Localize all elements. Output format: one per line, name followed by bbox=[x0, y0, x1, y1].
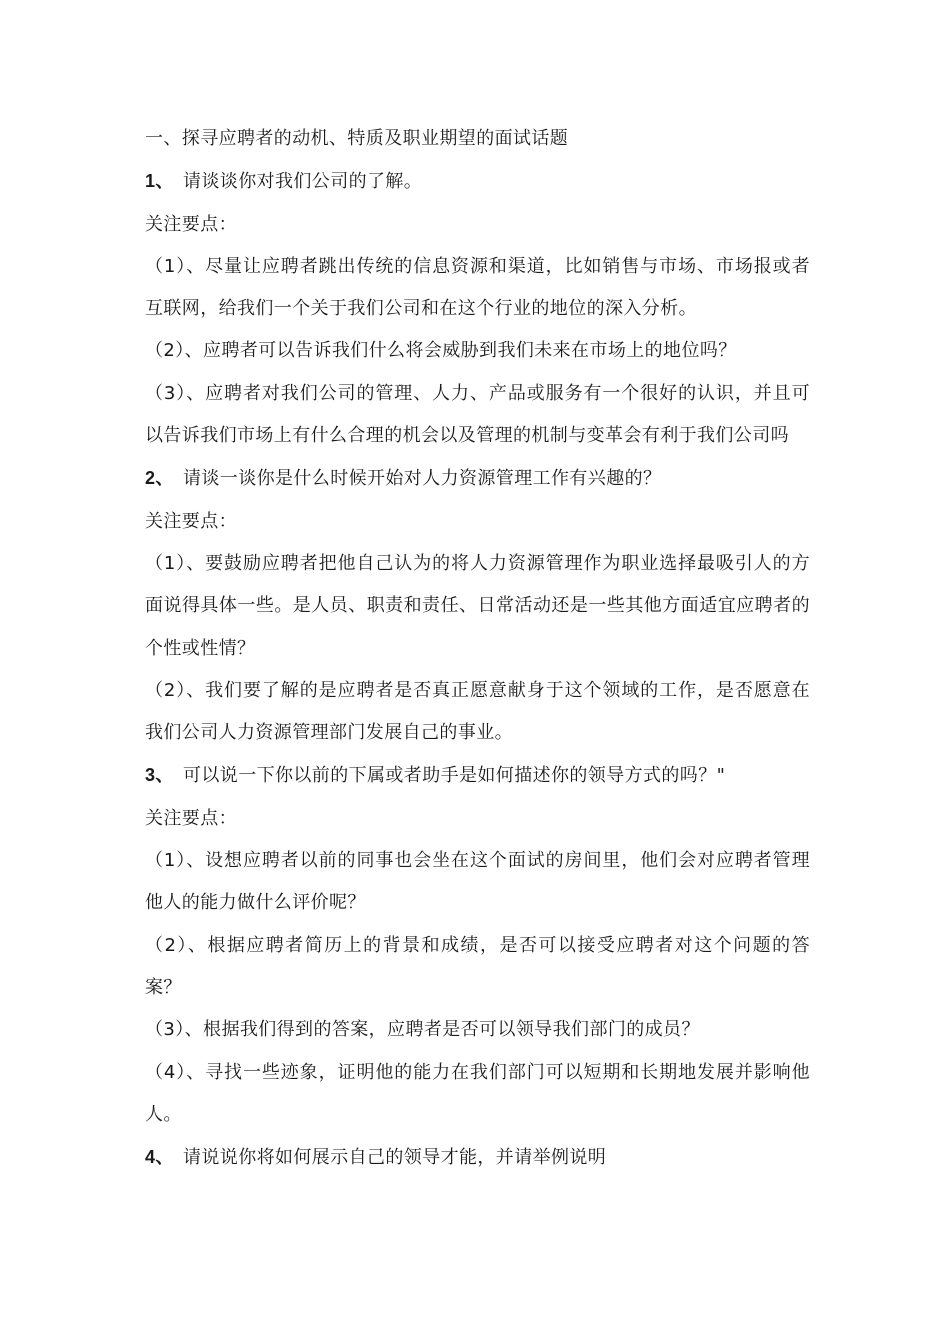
focus-label: 关注要点： bbox=[145, 807, 237, 829]
question-1 bbox=[145, 160, 810, 203]
focus-point: （2）、根据应聘者简历上的背景和成绩，是否可以接受应聘者对这个问题的答案？ bbox=[145, 934, 810, 998]
focus-point: （3）、应聘者对我们公司的管理、人力、产品或服务有一个很好的认识，并且可以告诉我们市场上有什么合理的机会以及管理的机制与变革会有利于我们公司吗 bbox=[145, 382, 810, 447]
question-number: 2、 bbox=[145, 468, 174, 489]
question-text: 请谈一谈你是什么时候开始对人力资源管理工作有兴趣的？ bbox=[183, 468, 662, 490]
focus-point: （1）、设想应聘者以前的同事也会坐在这个面试的房间里，他们会对应聘者管理他人的能力做什么评价呢？ bbox=[145, 850, 810, 914]
document-page bbox=[145, 118, 810, 1179]
question-2 bbox=[145, 457, 810, 500]
question-number: 4、 bbox=[145, 1147, 174, 1168]
question-text: 请谈谈你对我们公司的了解。 bbox=[183, 171, 423, 193]
section-heading: 一、探寻应聘者的动机、特质及职业期望的面试话题 bbox=[145, 128, 569, 149]
question-text: 可以说一下你以前的下属或者助手是如何描述你的领导方式的吗？" bbox=[183, 765, 726, 787]
focus-point: （2）、应聘者可以告诉我们什么将会威胁到我们未来在市场上的地位吗？ bbox=[145, 340, 737, 362]
focus-point: （1）、尽量让应聘者跳出传统的信息资源和渠道，比如销售与市场、市场报或者互联网，给我们一个关于我们公司和在这个行业的地位的深入分析。 bbox=[145, 255, 810, 320]
focus-label: 关注要点： bbox=[145, 510, 237, 532]
question-number: 3、 bbox=[145, 765, 174, 786]
focus-point: （2）、我们要了解的是应聘者是否真正愿意献身于这个领域的工作，是否愿意在我们公司人力资源管理部门发展自己的事业。 bbox=[145, 679, 810, 744]
question-text: 请说说你将如何展示自己的领导才能，并请举例说明 bbox=[183, 1147, 607, 1169]
focus-label: 关注要点： bbox=[145, 213, 237, 235]
focus-point: （3）、根据我们得到的答案，应聘者是否可以领导我们部门的成员？ bbox=[145, 1019, 700, 1041]
question-4 bbox=[145, 1136, 810, 1179]
question-3 bbox=[145, 754, 810, 797]
focus-point: （4）、寻找一些迹象，证明他的能力在我们部门可以短期和长期地发展并影响他人。 bbox=[145, 1061, 810, 1125]
focus-point: （1）、要鼓励应聘者把他自己认为的将人力资源管理作为职业选择最吸引人的方面说得具体一些。是人员、职责和责任、日常活动还是一些其他方面适宜应聘者的个性或性情？ bbox=[145, 552, 810, 659]
question-number: 1、 bbox=[145, 171, 174, 192]
